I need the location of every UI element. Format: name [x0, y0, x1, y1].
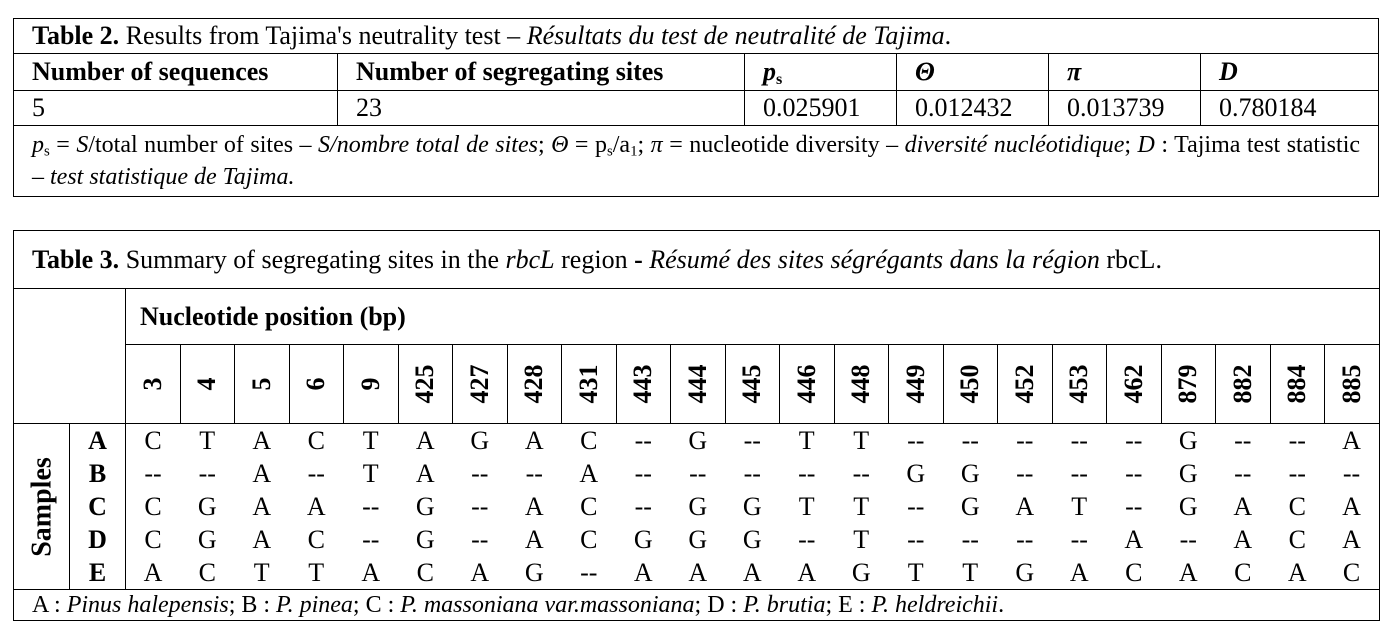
base-cell: A: [1233, 492, 1253, 521]
sample-row: [14, 490, 1380, 523]
base-cell: --: [471, 525, 489, 554]
base-cell: T: [853, 525, 870, 554]
position-header-3: 3: [126, 345, 181, 424]
position-header-6: 6: [289, 345, 344, 424]
base-cell: A: [524, 525, 544, 554]
base-cell: --: [1125, 459, 1143, 488]
base-cell: T: [344, 424, 399, 458]
base-cell: A: [252, 492, 272, 521]
base-cell: --: [998, 424, 1053, 458]
base-cell: A: [1325, 490, 1380, 523]
position-header-449: 449: [889, 345, 944, 424]
base-cell: G: [998, 556, 1053, 590]
base-cell: --: [1070, 525, 1088, 554]
header-ps: $p_s$: [745, 54, 897, 91]
position-header-446: 446: [780, 345, 835, 424]
base-cell: C: [580, 492, 598, 521]
header-segregating-sites: Number of segregating sites: [338, 54, 745, 91]
base-cell: A: [1161, 556, 1216, 590]
position-header-9: 9: [344, 345, 399, 424]
base-cell: --: [1052, 424, 1107, 458]
position-header-885: 885: [1325, 345, 1380, 424]
base-cell: --: [1288, 459, 1306, 488]
position-header-448: 448: [834, 345, 889, 424]
base-cell: A: [1124, 525, 1144, 554]
table-3: [13, 230, 1380, 621]
base-cell: C: [180, 556, 235, 590]
base-cell: A: [415, 459, 435, 488]
base-cell: A: [616, 556, 671, 590]
base-cell: --: [907, 525, 925, 554]
sample-row: [14, 424, 1380, 458]
base-cell: G: [834, 556, 889, 590]
position-header-450: 450: [943, 345, 998, 424]
position-header-879: 879: [1161, 345, 1216, 424]
base-cell: --: [471, 459, 489, 488]
base-cell: --: [1270, 424, 1325, 458]
base-cell: A: [453, 556, 508, 590]
base-cell: T: [889, 556, 944, 590]
base-cell: A: [1052, 556, 1107, 590]
base-cell: --: [471, 492, 489, 521]
base-cell: A: [579, 459, 599, 488]
base-cell: C: [562, 424, 617, 458]
base-cell: A: [1270, 556, 1325, 590]
base-cell: T: [289, 556, 344, 590]
base-cell: A: [1233, 525, 1253, 554]
base-cell: --: [852, 459, 870, 488]
sample-row: [14, 523, 1380, 556]
base-cell: G: [1161, 424, 1216, 458]
base-cell: T: [853, 492, 870, 521]
base-cell: --: [1216, 424, 1271, 458]
sample-id: D: [70, 523, 126, 556]
header-pi: π: [1049, 54, 1201, 91]
base-cell: --: [1125, 492, 1143, 521]
base-cell: G: [688, 525, 708, 554]
base-cell: A: [524, 492, 544, 521]
position-header-452: 452: [998, 345, 1053, 424]
base-cell: C: [1325, 556, 1380, 590]
base-cell: A: [252, 459, 272, 488]
table-3-corner: [14, 289, 126, 424]
base-cell: T: [362, 459, 379, 488]
base-cell: C: [398, 556, 453, 590]
base-cell: G: [671, 424, 726, 458]
base-cell: C: [126, 424, 181, 458]
base-cell: T: [780, 424, 835, 458]
base-cell: T: [235, 556, 290, 590]
base-cell: --: [144, 459, 162, 488]
base-cell: --: [362, 525, 380, 554]
value-d: 0.780184: [1201, 91, 1379, 126]
base-cell: A: [344, 556, 399, 590]
base-cell: --: [689, 459, 707, 488]
base-cell: C: [1216, 556, 1271, 590]
base-cell: A: [507, 424, 562, 458]
position-header-427: 427: [453, 345, 508, 424]
base-cell: C: [1288, 525, 1306, 554]
position-header-444: 444: [671, 345, 726, 424]
base-cell: G: [197, 525, 217, 554]
position-header-453: 453: [1052, 345, 1107, 424]
value-number-of-sequences: 5: [14, 91, 338, 126]
base-cell: C: [580, 525, 598, 554]
position-header-884: 884: [1270, 345, 1325, 424]
base-cell: --: [798, 459, 816, 488]
header-d: D: [1201, 54, 1379, 91]
base-cell: --: [798, 525, 816, 554]
base-cell: A: [126, 556, 181, 590]
base-cell: A: [235, 424, 290, 458]
position-header-428: 428: [507, 345, 562, 424]
base-cell: G: [960, 459, 980, 488]
base-cell: T: [1071, 492, 1088, 521]
base-cell: A: [398, 424, 453, 458]
samples-label: Samples: [14, 424, 70, 590]
position-header-431: 431: [562, 345, 617, 424]
base-cell: A: [1015, 492, 1035, 521]
table-2-note: $p_s$ = S/total number of sites – S/nombre total de sites; $\Theta = p_s/a_1$; π = nucleotide diversity – diversité nucléotidique; D : Tajima test statistic – test statistique de Tajima.: [14, 126, 1379, 197]
sample-id: C: [70, 490, 126, 523]
value-theta: 0.012432: [897, 91, 1049, 126]
base-cell: A: [725, 556, 780, 590]
base-cell: --: [634, 492, 652, 521]
base-cell: G: [633, 525, 653, 554]
base-cell: --: [562, 556, 617, 590]
base-cell: --: [634, 459, 652, 488]
base-cell: --: [1325, 457, 1380, 490]
base-cell: C: [1288, 492, 1306, 521]
base-cell: C: [289, 424, 344, 458]
base-cell: --: [198, 459, 216, 488]
base-cell: G: [197, 492, 217, 521]
base-cell: --: [1107, 424, 1162, 458]
base-cell: A: [780, 556, 835, 590]
base-cell: T: [180, 424, 235, 458]
table-3-caption: Table 3. Summary of segregating sites in the rbcL region - Résumé des sites ségrégants dans la région rbcL.: [14, 231, 1380, 289]
position-header-882: 882: [1216, 345, 1271, 424]
base-cell: G: [415, 525, 435, 554]
base-cell: --: [889, 424, 944, 458]
nucleotide-position-header: Nucleotide position (bp): [126, 289, 1380, 345]
position-header-5: 5: [235, 345, 290, 424]
position-header-462: 462: [1107, 345, 1162, 424]
table-2: [13, 18, 1379, 197]
base-cell: --: [1070, 459, 1088, 488]
base-cell: G: [906, 459, 926, 488]
value-segregating-sites: 23: [338, 91, 745, 126]
base-cell: --: [961, 525, 979, 554]
position-header-445: 445: [725, 345, 780, 424]
base-cell: --: [362, 492, 380, 521]
sample-id: B: [70, 457, 126, 490]
sample-row: [14, 457, 1380, 490]
base-cell: --: [525, 459, 543, 488]
sample-id: A: [70, 424, 126, 458]
base-cell: T: [943, 556, 998, 590]
base-cell: G: [415, 492, 435, 521]
value-pi: 0.013739: [1049, 91, 1201, 126]
base-cell: G: [1178, 459, 1198, 488]
base-cell: G: [1178, 492, 1198, 521]
value-ps: 0.025901: [745, 91, 897, 126]
base-cell: G: [507, 556, 562, 590]
base-cell: A: [252, 525, 272, 554]
sample-id: E: [70, 556, 126, 590]
base-cell: --: [943, 424, 998, 458]
base-cell: --: [1016, 459, 1034, 488]
base-cell: G: [742, 492, 762, 521]
base-cell: A: [1325, 523, 1380, 556]
table-2-caption: Table 2. Results from Tajima's neutrality test – Résultats du test de neutralité de Tajima.: [14, 19, 1379, 54]
base-cell: C: [307, 525, 325, 554]
base-cell: --: [907, 492, 925, 521]
base-cell: G: [742, 525, 762, 554]
table-3-footnote: A : Pinus halepensis; B : P. pinea; C : P. massoniana var.massoniana; D : P. brutia; E : P. heldreichii.: [14, 590, 1380, 621]
base-cell: C: [1107, 556, 1162, 590]
position-header-425: 425: [398, 345, 453, 424]
base-cell: --: [725, 424, 780, 458]
position-header-443: 443: [616, 345, 671, 424]
sample-row: [14, 556, 1380, 590]
base-cell: A: [306, 492, 326, 521]
base-cell: G: [960, 492, 980, 521]
base-cell: T: [798, 492, 815, 521]
base-cell: C: [144, 492, 162, 521]
base-cell: --: [616, 424, 671, 458]
base-cell: T: [834, 424, 889, 458]
base-cell: G: [688, 492, 708, 521]
base-cell: G: [453, 424, 508, 458]
position-header-4: 4: [180, 345, 235, 424]
base-cell: --: [1179, 525, 1197, 554]
header-theta: Θ: [897, 54, 1049, 91]
base-cell: A: [1325, 424, 1380, 458]
base-cell: --: [1234, 459, 1252, 488]
base-cell: --: [1016, 525, 1034, 554]
base-cell: --: [743, 459, 761, 488]
base-cell: C: [144, 525, 162, 554]
base-cell: --: [307, 459, 325, 488]
header-number-of-sequences: Number of sequences: [14, 54, 338, 91]
base-cell: A: [671, 556, 726, 590]
